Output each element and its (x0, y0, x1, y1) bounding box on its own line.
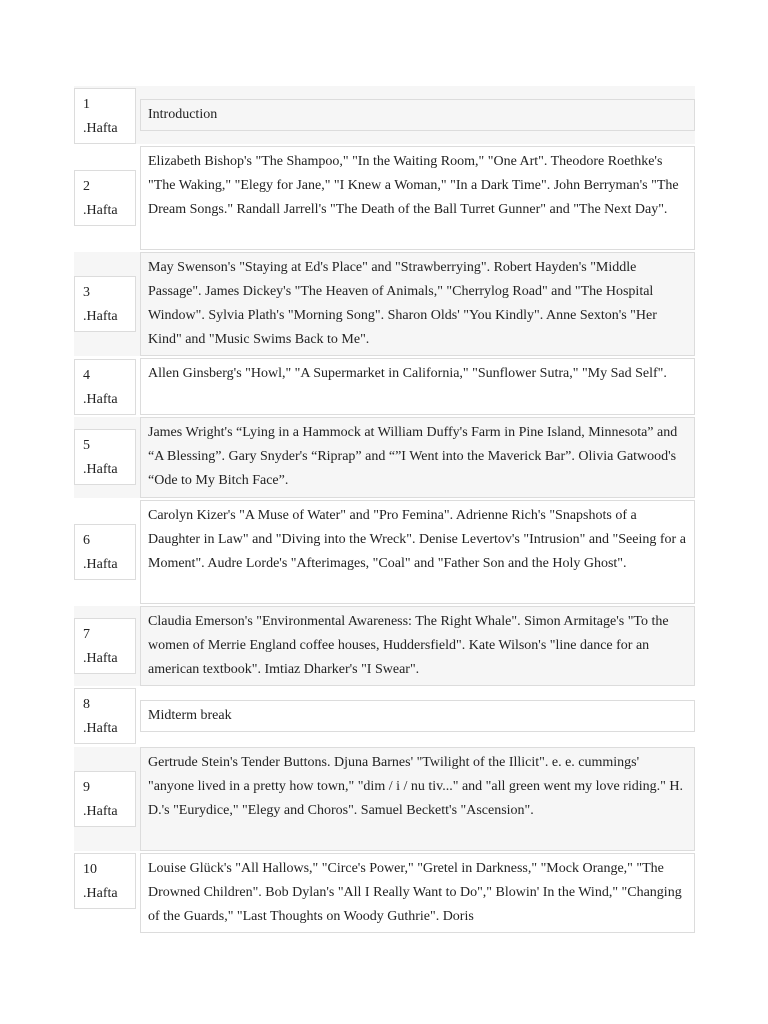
week-row (74, 688, 695, 745)
week-number: 1 (83, 97, 90, 112)
week-row (74, 417, 695, 498)
week-number: 6 (83, 533, 90, 548)
week-content: Gertrude Stein's Tender Buttons. Djuna Barnes' "Twilight of the Illicit". e. e. cummings' "anyone lived in a pretty how town," "dim / i / nu tiv..." and "all green went my love riding." H. D.'s "Eurydice," "Elegy and Choros". Samuel Beckett's "Ascension". (140, 747, 695, 851)
week-cell (74, 88, 136, 144)
week-content: Claudia Emerson's "Environmental Awareness: The Right Whale". Simon Armitage's "To the women of Merrie England coffee houses, Huddersfield". Kate Wilson's "line dance for an american textbook". Imtiaz Dharker's "I Swear". (140, 606, 695, 686)
week-content: May Swenson's "Staying at Ed's Place" and "Strawberrying". Robert Hayden's "Middle Passage". James Dickey's "The Heaven of Animals," "Cherrylog Road" and "The Hospital Window". Sylvia Plath's "Morning Song". Sharon Olds' "You Kindly". Anne Sexton's "Her Kind" and "Music Swims Back to Me". (140, 252, 695, 356)
week-number: 5 (83, 438, 90, 453)
week-number: 4 (83, 368, 90, 383)
week-cell (74, 618, 136, 674)
week-label: .Hafta (83, 804, 118, 819)
week-content: Allen Ginsberg's "Howl," "A Supermarket in California," "Sunflower Sutra," "My Sad Self". (140, 358, 695, 415)
week-label: .Hafta (83, 651, 118, 666)
week-label: .Hafta (83, 721, 118, 736)
week-cell (74, 771, 136, 827)
week-content: Introduction (140, 99, 695, 131)
week-content: Carolyn Kizer's "A Muse of Water" and "Pro Femina". Adrienne Rich's "Snapshots of a Daughter in Law" and "Diving into the Wreck". Denise Levertov's "Intrusion" and "Seeing for a Moment". Audre Lorde's "Afterimages, "Coal" and "Father Son and the Holy Ghost". (140, 500, 695, 604)
week-number: 10 (83, 862, 97, 877)
week-label: .Hafta (83, 309, 118, 324)
week-number: 7 (83, 627, 90, 642)
week-number: 8 (83, 697, 90, 712)
week-row (74, 500, 695, 604)
week-number: 2 (83, 179, 90, 194)
week-cell (74, 853, 136, 909)
week-cell (74, 688, 136, 744)
week-label: .Hafta (83, 121, 118, 136)
week-number: 3 (83, 285, 90, 300)
week-label: .Hafta (83, 462, 118, 477)
week-label: .Hafta (83, 392, 118, 407)
week-row (74, 606, 695, 686)
week-cell (74, 429, 136, 485)
week-row (74, 358, 695, 415)
week-row (74, 252, 695, 356)
week-content: Elizabeth Bishop's "The Shampoo," "In the Waiting Room," "One Art". Theodore Roethke's "The Waking," "Elegy for Jane," "I Knew a Woman," "In a Dark Time". John Berryman's "The Dream Songs." Randall Jarrell's "The Death of the Ball Turret Gunner" and "The Next Day". (140, 146, 695, 250)
week-row (74, 86, 695, 144)
week-row (74, 747, 695, 851)
week-label: .Hafta (83, 886, 118, 901)
week-content: James Wright's “Lying in a Hammock at William Duffy's Farm in Pine Island, Minnesota” and “A Blessing”. Gary Snyder's “Riprap” and “”I Went into the Maverick Bar”. Olivia Gatwood's “Ode to My Bitch Face”. (140, 417, 695, 498)
week-cell (74, 276, 136, 332)
week-content: Midterm break (140, 700, 695, 732)
week-row (74, 146, 695, 250)
week-number: 9 (83, 780, 90, 795)
week-label: .Hafta (83, 203, 118, 218)
week-label: .Hafta (83, 557, 118, 572)
week-content: Louise Glück's "All Hallows," "Circe's Power," "Gretel in Darkness," "Mock Orange," "The Drowned Children". Bob Dylan's "All I Really Want to Do"," Blowin' In the Wind," "Changing of the Guards," "Last Thoughts on Woody Guthrie". Doris (140, 853, 695, 933)
week-cell (74, 359, 136, 415)
week-cell (74, 170, 136, 226)
week-row (74, 853, 695, 933)
week-cell (74, 524, 136, 580)
